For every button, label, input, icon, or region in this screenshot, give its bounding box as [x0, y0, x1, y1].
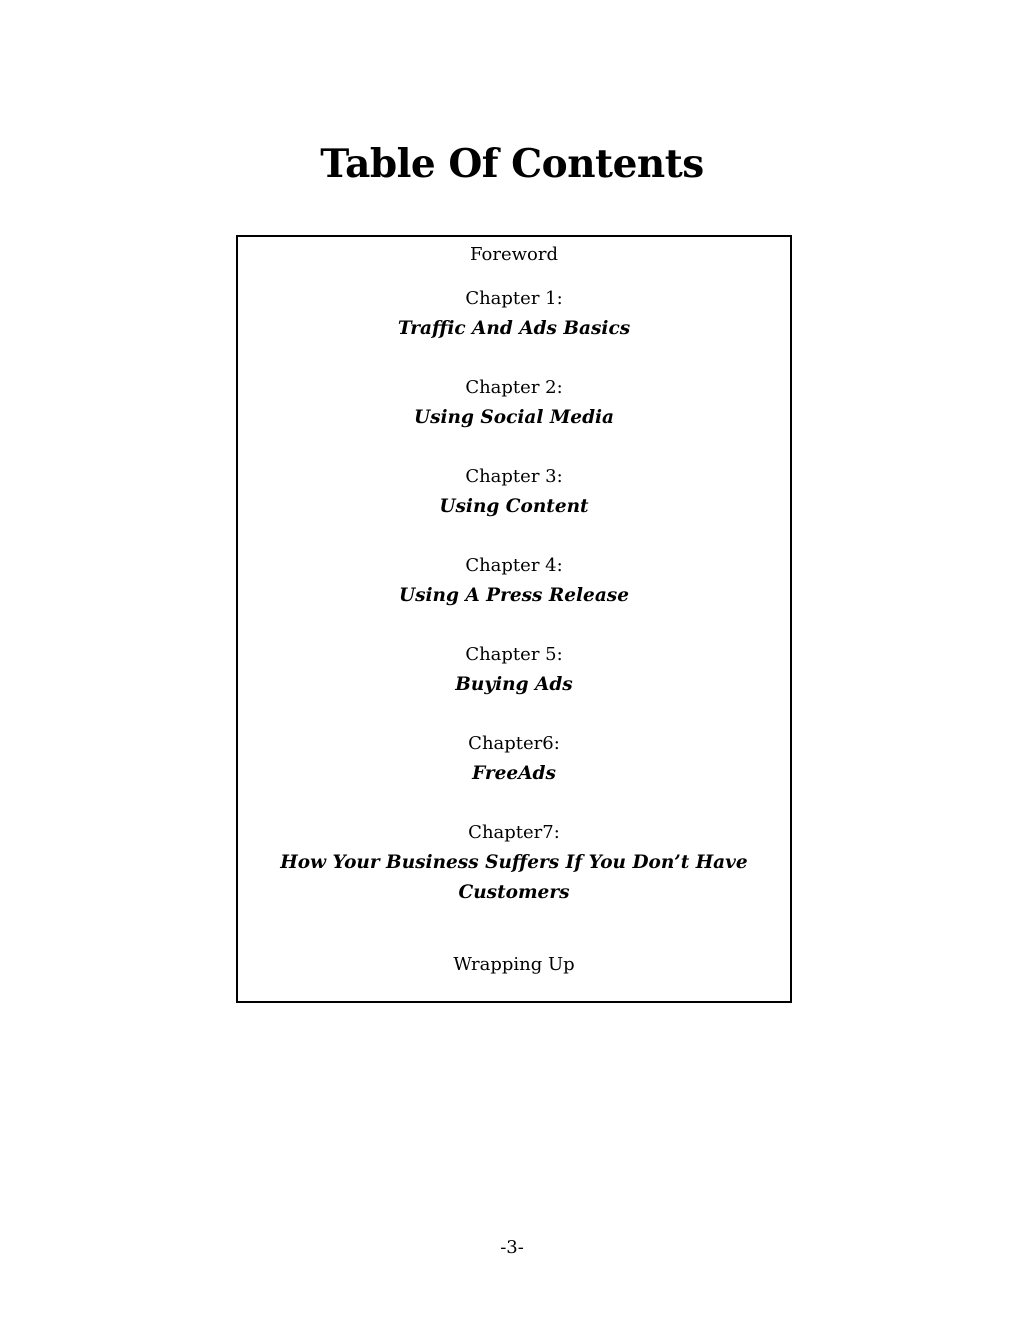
chapter-label: Chapter7:: [468, 822, 560, 843]
chapter-title-line-2: Customers: [458, 882, 570, 903]
chapter-title: Buying Ads: [455, 674, 573, 695]
toc-entry-chapter-4: [238, 551, 790, 611]
chapter-label: Chapter6:: [468, 733, 560, 754]
chapter-label: Chapter 1:: [465, 288, 563, 309]
toc-entry-chapter-3: [238, 462, 790, 522]
chapter-title: Using A Press Release: [398, 585, 629, 606]
chapter-title: Using Social Media: [413, 407, 615, 428]
chapter-label: Chapter 5:: [465, 644, 563, 665]
chapter-label: Chapter 2:: [465, 377, 563, 398]
toc-entry-chapter-5: [238, 640, 790, 700]
chapter-title: Traffic And Ads Basics: [397, 318, 631, 339]
toc-entry-chapter-1: [238, 284, 790, 344]
chapter-title-line-1: How Your Business Suffers If You Don’t Have: [280, 852, 748, 873]
chapter-label: Chapter 3:: [465, 466, 563, 487]
toc-entry-chapter-7: [238, 818, 790, 908]
toc-entry-wrapping-up: Wrapping Up: [453, 954, 575, 975]
toc-entry-chapter-6: [238, 729, 790, 789]
page-title: Table Of Contents: [320, 141, 704, 187]
toc-entry-chapter-2: [238, 373, 790, 433]
page-number: -3-: [500, 1237, 524, 1258]
chapter-title: FreeAds: [472, 763, 556, 784]
table-of-contents-box: [236, 235, 792, 1003]
chapter-label: Chapter 4:: [465, 555, 563, 576]
toc-entry-foreword: Foreword: [470, 244, 558, 265]
chapter-title: Using Content: [439, 496, 589, 517]
